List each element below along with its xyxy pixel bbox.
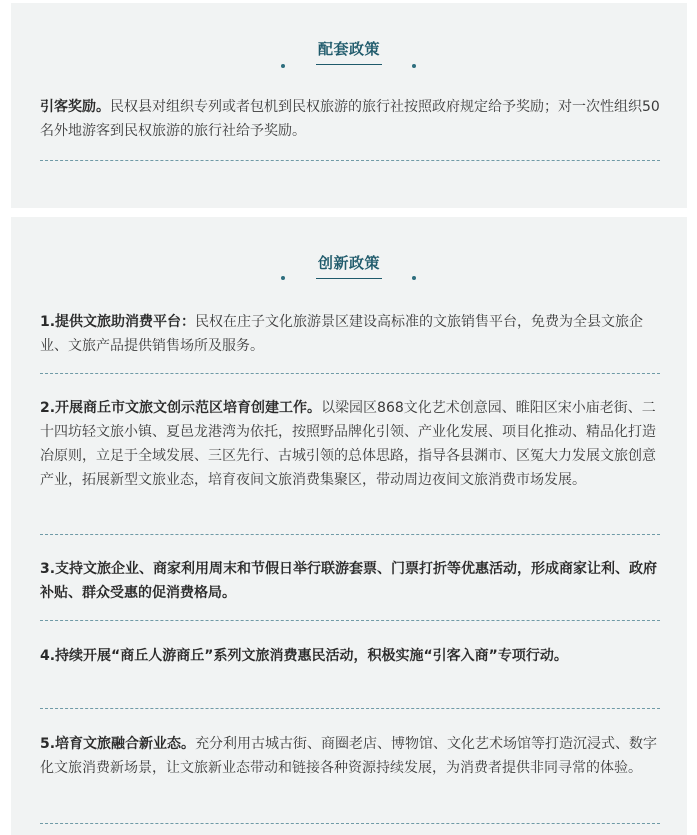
policy-item (40, 732, 662, 780)
decorative-dot-icon (281, 64, 285, 68)
policy-item-lead: 引客奖励。 (40, 99, 110, 115)
policy-item-body: 以梁园区868文化艺术创意园、睢阳区宋小庙老街、二十四坊轻文旅小镇、夏邑龙港湾为依托，按照野品牌化引领、产业化发展、项目化推动、精品化打造冶原则，立足于全域发展、三区先行、古城引领的总体思路，指导各县渊市、区冤大力发展文旅创意产业，拓展新型文旅业态，培育夜间文旅消费集聚区，带动周边夜间文旅消费市场发展。 (40, 400, 656, 488)
dashed-divider (40, 620, 660, 621)
policy-item-body: 民权在庄子文化旅游景区建设高标准的文旅销售平台，免费为全县文旅企业、文旅产品提供销售场所及服务。 (40, 314, 644, 354)
section-heading (11, 252, 687, 279)
policy-item-lead: 5.培育文旅融合新业态。 (40, 736, 196, 752)
policy-item (40, 396, 662, 492)
policy-item-body: 充分利用古城古街、商圈老店、博物馆、文化艺术场馆等打造沉浸式、数字化文旅消费新场景，让文旅新业态带动和链接各种资源持续发展，为消费者提供非同寻常的体验。 (40, 736, 658, 776)
section-title: 创新政策 (316, 252, 382, 279)
decorative-dot-icon (281, 276, 285, 280)
policy-item: 4.持续开展“商丘人游商丘”系列文旅消费惠民活动，积极实施“引客入商”专项行动。 (40, 648, 568, 664)
dashed-divider (40, 708, 660, 709)
section-title: 配套政策 (316, 38, 382, 65)
policy-item (40, 310, 662, 358)
policy-item-body: 民权县对组织专列或者包机到民权旅游的旅行社按照政府规定给予奖励；对一次性组织50名外地游客到民权旅游的旅行社给予奖励。 (40, 99, 660, 139)
dashed-divider (40, 534, 660, 535)
policy-item: 3.支持文旅企业、商家利用周末和节假日举行联游套票、门票打折等优惠活动，形成商家让利、政府补贴、群众受惠的促消费格局。 (40, 561, 658, 601)
dashed-divider (40, 160, 660, 161)
decorative-dot-icon (412, 276, 416, 280)
decorative-dot-icon (412, 64, 416, 68)
section-heading (11, 38, 687, 65)
policy-item-lead: 2.开展商丘市文旅文创示范区培育创建工作。 (40, 400, 322, 416)
policy-item (40, 95, 662, 143)
policy-card-supporting (11, 3, 687, 208)
dashed-divider (40, 823, 660, 824)
policy-item-lead: 1.提供文旅助消费平台： (40, 314, 196, 330)
policy-card-innovation (11, 217, 687, 835)
dashed-divider (40, 373, 660, 374)
